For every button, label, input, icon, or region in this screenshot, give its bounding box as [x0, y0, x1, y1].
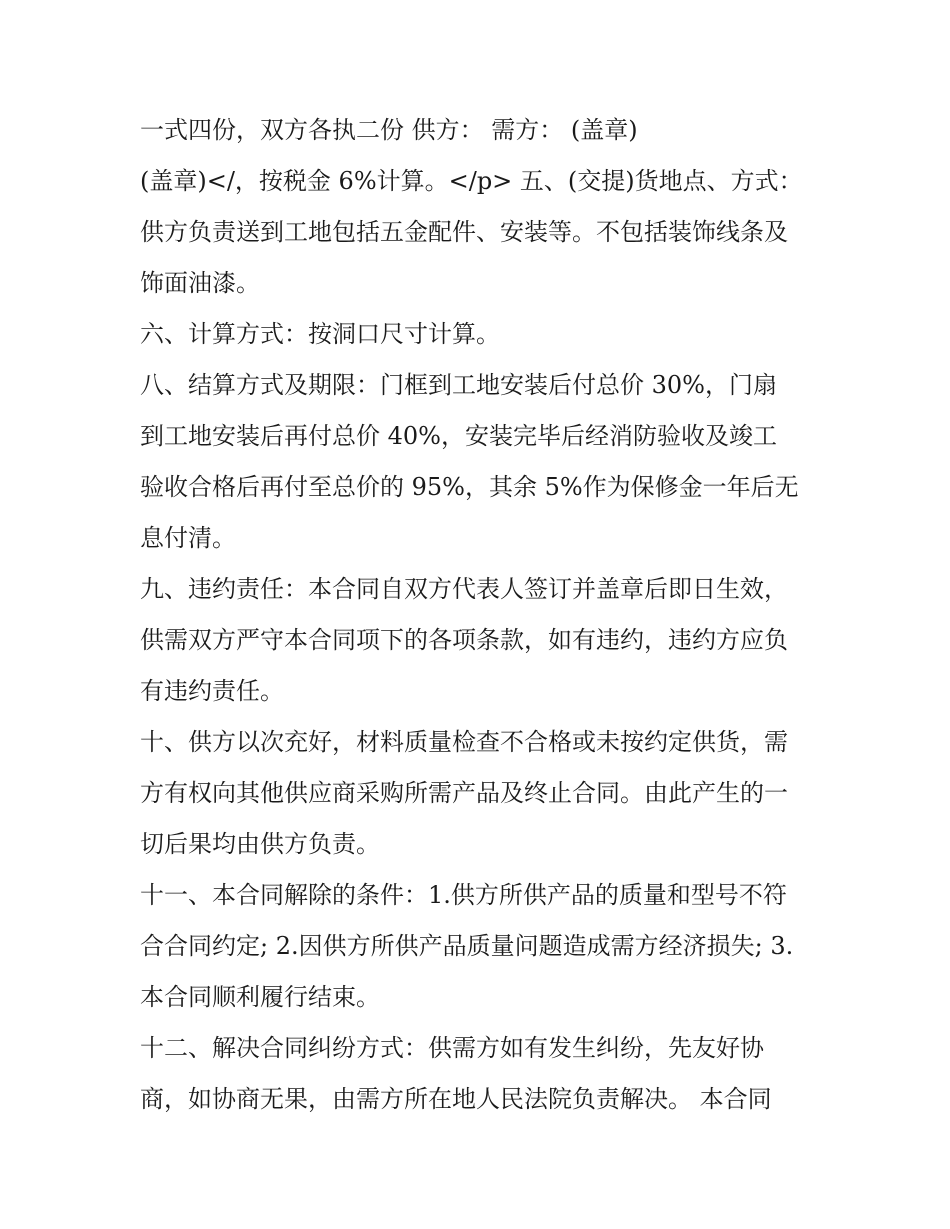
text-line: 息付清。: [140, 524, 236, 552]
text-line: 一式四份，双方各执二份 供方： 需方： (盖章): [140, 116, 638, 144]
text-line: 供方负责送到工地包括五金配件、安装等。不包括装饰线条及: [140, 218, 788, 246]
text-line: 八、结算方式及期限：门框到工地安装后付总价 30%，门扇: [140, 371, 777, 399]
text-line: 合合同约定; 2.因供方所供产品质量问题造成需方经济损失; 3.: [140, 932, 794, 960]
text-line: 验收合格后再付至总价的 95%，其余 5%作为保修金一年后无: [140, 473, 799, 501]
text-line: 有违约责任。: [140, 677, 284, 705]
text-line: 到工地安装后再付总价 40%，安装完毕后经消防验收及竣工: [140, 422, 777, 450]
text-line: 十一、本合同解除的条件：1.供方所供产品的质量和型号不符: [140, 881, 787, 909]
text-line: 六、计算方式：按洞口尺寸计算。: [140, 320, 500, 348]
text-line: 供需双方严守本合同项下的各项条款，如有违约，违约方应负: [140, 626, 788, 654]
text-line: 商，如协商无果，由需方所在地人民法院负责解决。 本合同: [140, 1085, 772, 1113]
text-line: 九、违约责任：本合同自双方代表人签订并盖章后即日生效，: [140, 575, 788, 603]
text-line: 切后果均由供方负责。: [140, 830, 380, 858]
text-line: 饰面油漆。: [140, 269, 260, 297]
text-line: (盖章)</，按税金 6%计算。</p> 五、(交提)货地点、方式：: [140, 167, 803, 195]
text-line: 本合同顺利履行结束。: [140, 983, 380, 1011]
text-line: 十二、解决合同纠纷方式：供需方如有发生纠纷，先友好协: [140, 1034, 764, 1062]
contract-text: [140, 108, 820, 1128]
text-line: 方有权向其他供应商采购所需产品及终止合同。由此产生的一: [140, 779, 788, 807]
text-line: 十、供方以次充好，材料质量检查不合格或未按约定供货，需: [140, 728, 788, 756]
